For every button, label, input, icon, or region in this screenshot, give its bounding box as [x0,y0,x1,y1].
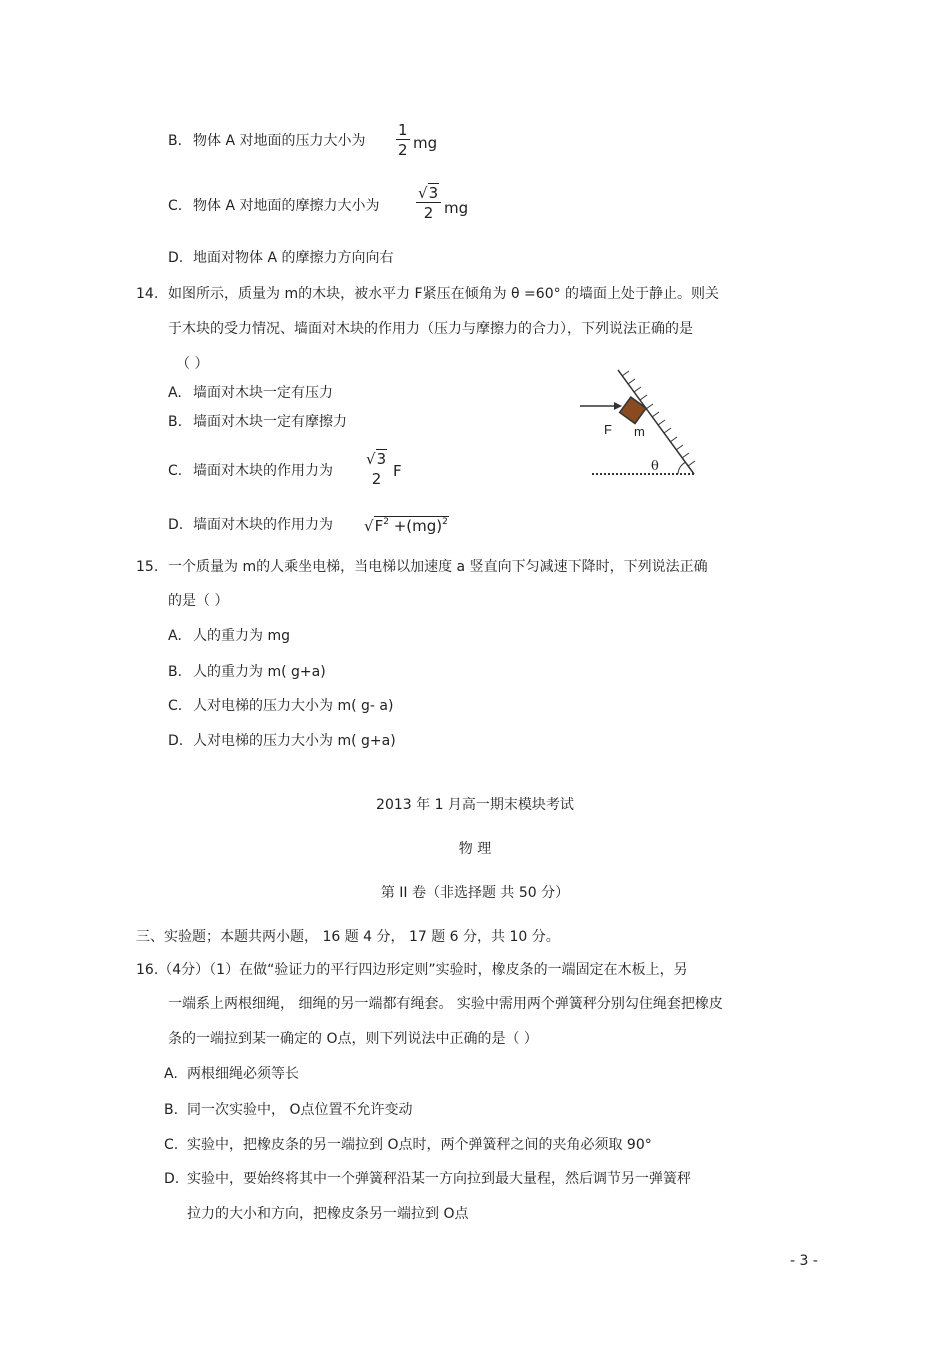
q14-option-d-expression: $√F^2 +(mg)^2$ [364,517,448,535]
fraction-denominator: 2 [423,204,434,222]
mass-label: m [634,424,645,439]
q13-option-c-fraction [416,184,441,223]
q15-option-d-text: 人对电梯的压力大小为 m( g+a) [193,733,396,749]
fraction-denominator: 2 [371,470,382,488]
section3-title: 三、实验题；本题共两小题， 16 题 4 分， 17 题 6 分，共 10 分。 [136,929,560,945]
fraction-numerator: √3 [418,184,439,202]
q13-option-d-letter: D. [168,250,184,266]
q16-option-c-text: 实验中，把橡皮条的另一端拉到 O点时，两个弹簧秤之间的夹角必须取 90° [187,1137,652,1153]
q15-option-a-letter: A. [168,628,182,644]
q14-incline-figure [570,362,710,486]
q14-option-c-text: 墙面对木块的作用力为 [193,463,333,479]
q14-option-c-fraction [364,450,389,489]
q16-option-b-letter: B. [164,1102,179,1118]
q14-option-d-text: 墙面对木块的作用力为 [193,517,333,533]
q16-stem-line1: 16.（4分）（1）在做“验证力的平行四边形定则”实验时，橡皮条的一端固定在木板上，另 [136,962,688,978]
q14-stem-line1: 如图所示，质量为 m的木块，被水平力 F紧压在倾角为 θ =60° 的墙面上处于静止。则关 [168,286,720,302]
q14-option-b-text: 墙面对木块一定有摩擦力 [193,414,347,430]
q14-option-a-text: 墙面对木块一定有压力 [193,385,333,401]
q16-stem-line3: 条的一端拉到某一确定的 O点，则下列说法中正确的是（ ） [168,1031,538,1047]
fraction-numerator: √3 [366,450,387,468]
q13-option-c-unit: mg [444,199,469,217]
angle-label: θ [651,459,659,474]
q15-option-b-text: 人的重力为 m( g+a) [193,664,326,680]
q13-option-b-letter: B. [168,133,183,149]
q15-option-b-letter: B. [168,664,183,680]
q16-option-d-letter: D. [164,1171,180,1187]
q16-option-d-text: 实验中，要始终将其中一个弹簧秤沿某一方向拉到最大量程，然后调节另一弹簧秤 [187,1171,691,1187]
q15-option-c-letter: C. [168,698,183,714]
q16-option-a-text: 两根细绳必须等长 [187,1066,299,1082]
exam-title: 2013 年 1 月高一期末模块考试 [376,797,574,813]
force-label: F [604,422,612,437]
force-arrowhead-icon [614,402,622,410]
q13-option-c-text: 物体 A 对地面的摩擦力大小为 [193,198,380,214]
q15-stem-line1: 一个质量为 m的人乘坐电梯，当电梯以加速度 a 竖直向下匀减速下降时，下列说法正确 [168,559,708,575]
q13-option-c-letter: C. [168,198,183,214]
q14-option-c-letter: C. [168,463,183,479]
volume-title: 第 II 卷（非选择题 共 50 分） [380,885,570,901]
q15-option-c-text: 人对电梯的压力大小为 m( g- a) [193,698,394,714]
q13-option-b-fraction [396,121,410,160]
q13-option-b-text: 物体 A 对地面的压力大小为 [193,133,366,149]
subject-title: 物 理 [458,841,492,857]
q14-option-c-unit: F [393,462,402,480]
q15-number: 15. [136,559,159,575]
q16-stem-line2: 一端系上两根细绳， 细绳的另一端都有绳套。 实验中需用两个弹簧秤分别勾住绳套把橡皮 [168,996,723,1012]
q15-option-d-letter: D. [168,733,184,749]
q14-option-a-letter: A. [168,385,182,401]
q15-stem-line2: 的是（ ） [168,593,229,609]
q14-option-b-letter: B. [168,414,183,430]
q14-number: 14. [136,286,159,302]
q13-option-b-unit: mg [413,134,438,152]
page-number: - 3 - [790,1253,818,1269]
q16-option-b-text: 同一次实验中， O点位置不允许变动 [187,1102,413,1118]
q16-option-a-letter: A. [164,1066,178,1082]
q15-option-a-text: 人的重力为 mg [193,628,290,644]
q16-option-d-text-line2: 拉力的大小和方向，把橡皮条另一端拉到 O点 [187,1206,469,1222]
fraction-numerator: 1 [398,121,408,139]
q14-answer-paren: （ ） [176,356,209,372]
q14-option-d-letter: D. [168,517,184,533]
angle-arc [678,462,686,474]
q16-option-c-letter: C. [164,1137,179,1153]
fraction-denominator: 2 [398,141,408,159]
wooden-block [620,397,647,424]
q13-option-d-text: 地面对物体 A 的摩擦力方向向右 [193,250,394,266]
q14-stem-line2: 于木块的受力情况、墙面对木块的作用力（压力与摩擦力的合力），下列说法正确的是 [168,321,693,337]
